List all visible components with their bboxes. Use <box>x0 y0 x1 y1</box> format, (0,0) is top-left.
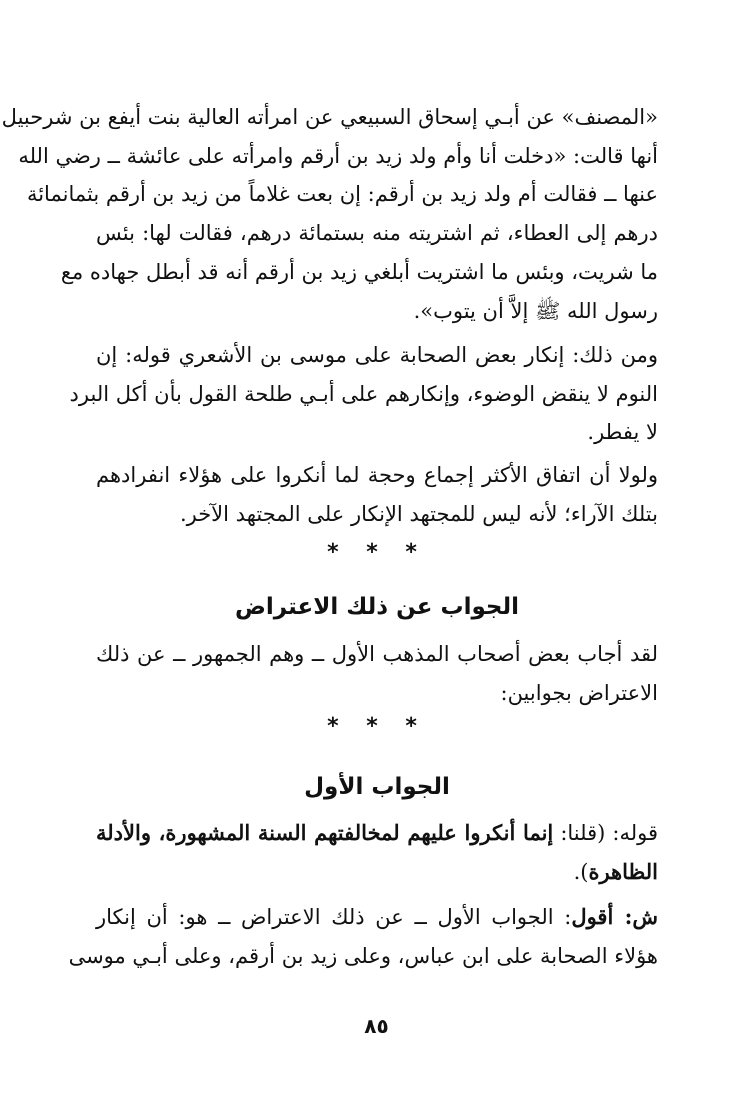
text-line: لقد أجاب بعض أصحاب المذهب الأول ــ وهم الجمهور ــ عن ذلك <box>96 642 658 666</box>
text-line: «المصنف» عن أبـي إسحاق السبيعي عن امرأته العالية بنت أيفع بن شرحبيل <box>1 105 658 129</box>
text-line: أنها قالت: «دخلت أنا وأم ولد زيد بن أرقم وامرأته على عائشة ــ رضي الله <box>18 143 658 168</box>
text-line: لا يفطر. <box>587 420 658 445</box>
quote-prefix: قوله: (قلنا: <box>553 821 658 845</box>
page-number: ٨٥ <box>364 1014 389 1038</box>
paragraph-companions-objection <box>69 336 658 452</box>
paragraph-two-answers <box>96 635 658 712</box>
text-line: ما شريت، وبئس ما اشتريت أبلغي زيد بن أرقم أنه قد أبطل جهاده مع <box>60 259 658 284</box>
text-line: عنها ــ فقالت أم ولد زيد بن أرقم: إن بعت غلاماً من زيد بن أرقم بثمانمائة <box>26 182 658 207</box>
section-heading: الجواب الأول <box>304 774 450 800</box>
text-line: هؤلاء الصحابة على ابن عباس، وعلى زيد بن أرقم، وعلى أبـي موسى <box>68 943 658 968</box>
text-line <box>96 853 658 892</box>
paragraph-majority-consensus <box>96 456 658 533</box>
text-line: النوم لا ينقض الوضوء، وإنكارهم على أبـي طلحة القول بأن أكل البرد <box>69 381 658 406</box>
paragraph-first-answer-quote <box>96 814 658 891</box>
text-line <box>96 898 658 937</box>
quote-suffix: ). <box>573 859 589 884</box>
commentary-prefix: ش: <box>613 904 658 929</box>
section-separator: * * * <box>327 714 427 739</box>
text-line: درهم إلى العطاء، ثم اشتريته منه بستمائة درهم، فقالت لها: بئس <box>96 221 658 246</box>
text-line <box>96 814 658 853</box>
commentary-text: : الجواب الأول ــ عن ذلك الاعتراض ــ هو: أن إنكار <box>96 905 572 929</box>
text-line: رسول الله ﷺ إلاَّ أن يتوب». <box>413 298 658 323</box>
quote-bold-text: الظاهرة <box>588 858 658 884</box>
text-line: الاعتراض بجوابين: <box>500 680 658 705</box>
section-heading: الجواب عن ذلك الاعتراض <box>234 594 520 620</box>
commentary-bold-word: أقول <box>571 904 614 929</box>
text-line: ولولا أن اتفاق الأكثر إجماع وحجة لما أنكروا على هؤلاء انفرادهم <box>96 463 658 487</box>
paragraph-commentary <box>68 898 658 975</box>
text-line: ومن ذلك: إنكار بعض الصحابة على موسى بن الأشعري قوله: إن <box>96 343 658 367</box>
quote-bold-text: إنما أنكروا عليهم لمخالفتهم السنة المشهورة، والأدلة <box>96 820 554 845</box>
text-line: بتلك الآراء؛ لأنه ليس للمجتهد الإنكار على المجتهد الآخر. <box>179 501 658 526</box>
paragraph-aisha-narration <box>1 98 658 330</box>
section-separator: * * * <box>327 540 427 565</box>
